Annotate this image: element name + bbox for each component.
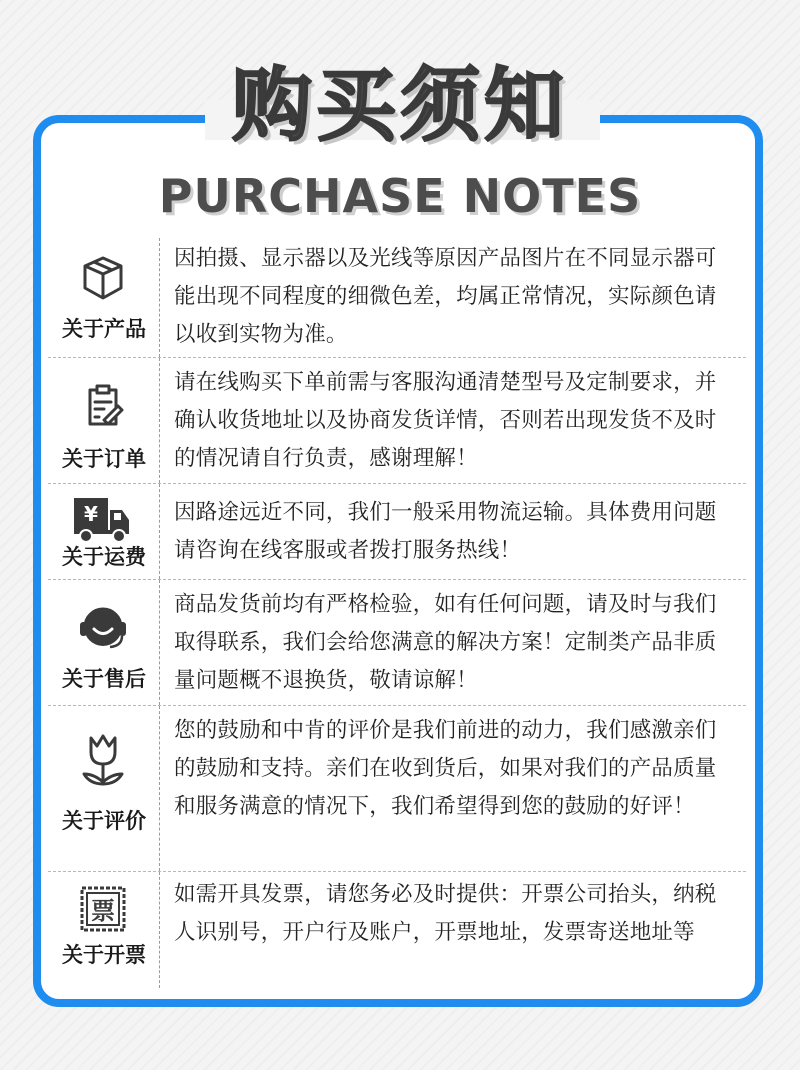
note-row-invoice [48,872,746,988]
note-text: 如需开具发票，请您务必及时提供：开票公司抬头，纳税人识别号，开户行及账户，开票地址，发票寄送地址等 [174,882,717,945]
note-label: 关于开票 [62,943,146,967]
package-box-icon [76,252,130,306]
note-row-aftersales [48,580,746,706]
note-icon-column [48,358,160,483]
delivery-truck-icon [70,492,132,546]
note-icon-column [48,872,160,988]
note-text: 请在线购买下单前需与客服沟通清楚型号及定制要求，并确认收货地址以及协商发货详情，否则若出现发货不及时的情况请自行负责，感谢理解！ [174,370,717,471]
stamp-character: 票 [91,897,115,925]
note-text: 因路途远近不同，我们一般采用物流运输。具体费用问题请咨询在线客服或者拨打服务热线！ [174,500,717,563]
note-label: 关于评价 [62,809,146,833]
note-label: 关于产品 [62,317,146,341]
note-row-review [48,706,746,872]
note-row-product [48,238,746,358]
note-row-order [48,358,746,484]
customer-service-icon [76,600,130,654]
note-text: 因拍摄、显示器以及光线等原因产品图片在不同显示器可能出现不同程度的细微色差，均属正常情况，实际颜色请以收到实物为准。 [174,246,717,347]
page-title: 购买须知 [232,59,568,152]
truck-sign: ¥ [84,502,98,526]
note-label: 关于运费 [62,545,146,569]
note-label: 关于订单 [62,447,146,471]
note-label: 关于售后 [62,667,146,691]
tulip-flower-icon [76,730,130,790]
note-icon-column [48,484,160,579]
note-text: 商品发货前均有严格检验，如有任何问题，请及时与我们取得联系，我们会给您满意的解决方案！定制类产品非质量问题概不退换货，敬请谅解！ [174,592,717,693]
note-row-shipping [48,484,746,580]
note-icon-column [48,706,160,871]
page-subtitle: PURCHASE NOTES [158,169,642,223]
note-text: 您的鼓励和中肯的评价是我们前进的动力，我们感激亲们的鼓励和支持。亲们在收到货后，如果对我们的产品质量和服务满意的情况下，我们希望得到您的鼓励的好评！ [174,718,717,819]
note-icon-column [48,238,160,357]
invoice-stamp-icon [76,882,130,936]
order-document-icon [76,380,130,434]
note-icon-column [48,580,160,705]
